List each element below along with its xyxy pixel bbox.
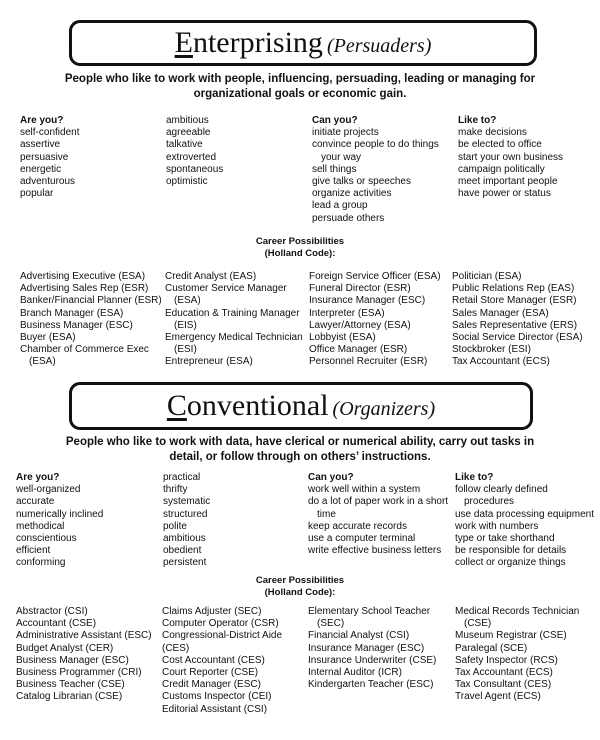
career-item: (CSE) (464, 618, 492, 630)
trait-item: energetic (20, 163, 62, 175)
enterprising-can-you-heading: Can you? (312, 115, 358, 126)
career-item: Cost Accountant (CES) (162, 654, 265, 666)
conventional-intro-line1: People who like to work with data, have clerical or numerical ability, carry out tasks in (65, 436, 535, 448)
trait-item: lead a group (312, 200, 368, 212)
career-item: Foreign Service Officer (ESA) (309, 271, 441, 282)
trait-item: initiate projects (312, 127, 379, 139)
trait-item: well-organized (16, 484, 81, 496)
career-item: Congressional-District Aide (CES) (162, 630, 283, 654)
career-item: Claims Adjuster (SEC) (162, 606, 262, 617)
conventional-careers-col2 (162, 606, 308, 716)
career-item: Kindergarten Teacher (ESC) (308, 679, 434, 691)
career-item: Business Manager (ESC) (16, 654, 129, 666)
career-item: Paralegal (SCE) (455, 642, 528, 654)
career-item: Buyer (ESA) (20, 332, 76, 344)
career-heading-line1: Career Possibilities (255, 575, 345, 586)
trait-item: popular (20, 188, 54, 200)
career-item: Business Teacher (CSE) (16, 679, 125, 691)
enterprising-are-you-col2 (166, 115, 306, 188)
career-item: (ESA) (29, 356, 56, 368)
career-item: (ESI) (174, 344, 197, 356)
career-item: Court Reporter (CSE) (162, 667, 259, 679)
conventional-subtitle: (Organizers) (332, 398, 436, 420)
career-item: Customer Service Manager (165, 283, 287, 295)
enterprising-are-you-col1 (20, 115, 160, 200)
trait-item: persistent (163, 557, 207, 569)
career-item: Funeral Director (ESR) (309, 283, 411, 295)
trait-item: talkative (166, 139, 203, 151)
career-item: Insurance Manager (ESC) (308, 642, 425, 654)
trait-item: persuade others (312, 212, 385, 224)
enterprising-title-initial: E (174, 26, 193, 59)
career-item: Safety Inspector (RCS) (455, 654, 558, 666)
career-item: (EIS) (174, 319, 197, 331)
career-item: Public Relations Rep (EAS) (452, 283, 575, 295)
trait-item: write effective business letters (308, 545, 442, 557)
enterprising-intro-line2: organizational goals or economic gain. (193, 88, 407, 100)
career-item: Retail Store Manager (ESR) (452, 295, 577, 307)
trait-item: ambitious (163, 533, 206, 545)
conventional-career-heading (200, 575, 400, 599)
trait-item: campaign politically (458, 163, 545, 175)
career-item: Credit Manager (ESC) (162, 679, 261, 691)
trait-item: start your own business (458, 151, 564, 163)
career-item: Emergency Medical Technician (165, 332, 303, 344)
trait-item: structured (163, 508, 208, 520)
conventional-title (167, 389, 329, 422)
career-item: Politician (ESA) (452, 271, 522, 282)
career-item: Tax Accountant (ECS) (455, 667, 553, 679)
conventional-careers-col3 (308, 606, 452, 691)
trait-item: conscientious (16, 533, 77, 545)
career-item: Elementary School Teacher (308, 606, 431, 617)
career-item: Advertising Executive (ESA) (20, 271, 146, 282)
trait-item: polite (163, 520, 187, 532)
trait-item: assertive (20, 139, 61, 151)
career-item: (ESA) (174, 295, 201, 307)
career-item: Financial Analyst (CSI) (308, 630, 410, 642)
trait-item: have power or status (458, 188, 551, 200)
career-item: Social Service Director (ESA) (452, 332, 583, 344)
career-item: (SEC) (317, 618, 345, 630)
enterprising-title-box (69, 20, 537, 66)
trait-item: self-confident (20, 127, 80, 139)
trait-item: do a lot of paper work in a short (308, 496, 449, 508)
trait-item: your way (321, 151, 362, 163)
enterprising-intro-line1: People who like to work with people, influencing, persuading, leading or managing for (64, 73, 536, 85)
trait-item: spontaneous (166, 163, 224, 175)
trait-item: keep accurate records (308, 520, 407, 532)
career-item: Catalog Librarian (CSE) (16, 691, 123, 703)
enterprising-title-rest: nterprising (192, 26, 323, 59)
enterprising-career-heading (200, 236, 400, 260)
enterprising-like-to-col (458, 115, 598, 200)
career-item: Sales Representative (ERS) (452, 319, 578, 331)
trait-item: efficient (16, 545, 51, 557)
career-item: Medical Records Technician (455, 606, 580, 617)
trait-item: persuasive (20, 151, 69, 163)
enterprising-careers-col2 (165, 271, 307, 369)
career-item: Museum Registrar (CSE) (455, 630, 567, 642)
career-item: Insurance Manager (ESC) (309, 295, 426, 307)
trait-item: extroverted (166, 151, 217, 163)
career-item: Internal Auditor (ICR) (308, 667, 402, 679)
trait-item: use data processing equipment (455, 508, 594, 520)
enterprising-careers-col3 (309, 271, 451, 369)
enterprising-careers-col4 (452, 271, 598, 369)
career-item: Credit Analyst (EAS) (165, 271, 257, 282)
conventional-are-you-heading: Are you? (16, 472, 60, 483)
trait-item: procedures (464, 496, 515, 508)
career-item: Interpreter (ESA) (309, 307, 385, 319)
trait-item: optimistic (166, 176, 208, 188)
conventional-title-rest: onventional (186, 389, 329, 422)
trait-item: organize activities (312, 188, 392, 200)
career-item: Personnel Recruiter (ESR) (309, 356, 428, 368)
trait-item: use a computer terminal (308, 533, 416, 545)
trait-item: conforming (16, 557, 66, 569)
trait-item: convince people to do things (312, 139, 439, 151)
trait-item: give talks or speeches (312, 176, 411, 188)
trait-item: work with numbers (455, 520, 539, 532)
enterprising-title (175, 26, 323, 59)
trait-item: thrifty (163, 484, 188, 496)
trait-item: make decisions (458, 127, 527, 139)
trait-item: ambitious (166, 115, 209, 126)
career-item: Office Manager (ESR) (309, 344, 408, 356)
conventional-like-to-heading: Like to? (455, 472, 494, 483)
career-heading-line2: (Holland Code): (264, 587, 336, 598)
conventional-intro-line2: detail, or follow through on others’ instructions. (169, 451, 431, 463)
trait-item: work well within a system (308, 484, 421, 496)
enterprising-are-you-heading: Are you? (20, 115, 64, 126)
career-heading-line1: Career Possibilities (255, 236, 345, 247)
enterprising-can-you-col (312, 115, 452, 225)
career-item: Education & Training Manager (165, 307, 300, 319)
trait-item: practical (163, 472, 201, 483)
career-item: Advertising Sales Rep (ESR) (20, 283, 149, 295)
trait-item: systematic (163, 496, 211, 508)
enterprising-intro (20, 72, 580, 102)
trait-item: type or take shorthand (455, 533, 555, 545)
career-item: Administrative Assistant (ESC) (16, 630, 152, 642)
career-item: Banker/Financial Planner (ESR) (20, 295, 162, 307)
career-item: Business Programmer (CRI) (16, 667, 142, 679)
career-item: Accountant (CSE) (16, 618, 97, 630)
conventional-can-you-col (308, 472, 452, 557)
conventional-are-you-col2 (163, 472, 303, 570)
career-item: Entrepreneur (ESA) (165, 356, 253, 368)
conventional-can-you-heading: Can you? (308, 472, 354, 483)
trait-item: be responsible for details (455, 545, 567, 557)
career-item: Stockbroker (ESI) (452, 344, 531, 356)
career-item: Customs Inspector (CEI) (162, 691, 272, 703)
trait-item: obedient (163, 545, 202, 557)
career-item: Sales Manager (ESA) (452, 307, 549, 319)
career-item: Lawyer/Attorney (ESA) (309, 319, 411, 331)
career-item: Business Manager (ESC) (20, 319, 133, 331)
enterprising-careers-col1 (20, 271, 162, 369)
career-item: Insurance Underwriter (CSE) (308, 654, 437, 666)
career-item: Lobbyist (ESA) (309, 332, 376, 344)
trait-item: collect or organize things (455, 557, 566, 569)
career-item: Tax Consultant (CES) (455, 679, 552, 691)
career-item: Branch Manager (ESA) (20, 307, 124, 319)
trait-item: sell things (312, 163, 357, 175)
conventional-intro (20, 435, 580, 465)
career-item: Editorial Assistant (CSI) (162, 703, 268, 715)
conventional-are-you-col1 (16, 472, 158, 570)
trait-item: meet important people (458, 176, 558, 188)
career-heading-line2: (Holland Code): (264, 248, 336, 259)
trait-item: accurate (16, 496, 55, 508)
enterprising-like-to-heading: Like to? (458, 115, 497, 126)
trait-item: methodical (16, 520, 65, 532)
conventional-title-initial: C (166, 389, 187, 422)
enterprising-subtitle: (Persuaders) (326, 35, 432, 57)
trait-item: be elected to office (458, 139, 542, 151)
career-item: Budget Analyst (CER) (16, 642, 114, 654)
career-item: Abstractor (CSI) (16, 606, 88, 617)
career-item: Chamber of Commerce Exec (20, 344, 149, 356)
conventional-like-to-col (455, 472, 598, 570)
trait-item: time (317, 508, 336, 520)
trait-item: numerically inclined (16, 508, 104, 520)
career-item: Travel Agent (ECS) (455, 691, 541, 703)
trait-item: adventurous (20, 176, 76, 188)
trait-item: agreeable (166, 127, 211, 139)
trait-item: follow clearly defined (455, 484, 548, 496)
career-item: Tax Accountant (ECS) (452, 356, 550, 368)
conventional-title-box (69, 382, 533, 430)
career-item: Computer Operator (CSR) (162, 618, 279, 630)
conventional-careers-col1 (16, 606, 160, 704)
conventional-careers-col4 (455, 606, 598, 704)
